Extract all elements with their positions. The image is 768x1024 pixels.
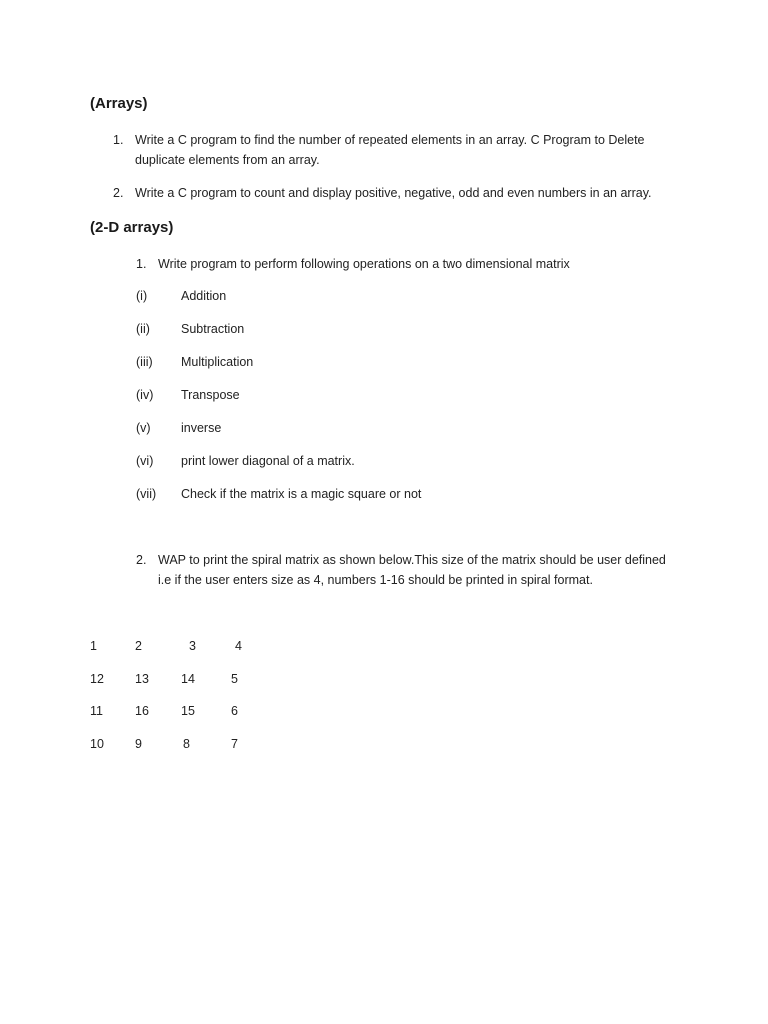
matrix-cell: 3 [189,639,196,653]
operation-numeral: (i) [136,289,148,303]
operation-label: Multiplication [181,355,254,369]
question-text: Write program to perform following operations on a two dimensional matrix [158,257,570,271]
matrix-cell: 2 [135,639,142,653]
operation-numeral: (iii) [136,355,153,369]
matrix-cell: 10 [90,737,104,751]
arrays-question-2 [113,183,652,203]
matrix-cell: 13 [135,672,149,686]
question-text-line-2: duplicate elements from an array. [135,153,320,167]
operation-label: Check if the matrix is a magic square or not [181,487,422,501]
arrays-question-1 [113,130,645,170]
operation-item [136,451,355,471]
matrix-cell: 9 [135,737,142,751]
matrix-cell: 14 [181,672,195,686]
operation-numeral: (vi) [136,454,154,468]
matrix-cell: 15 [181,704,195,718]
operation-item [136,319,244,339]
operation-numeral: (v) [136,421,151,435]
question-text: Write a C program to count and display positive, negative, odd and even numbers in an array. [135,186,652,200]
operation-item [136,484,421,504]
operation-item [136,352,253,372]
question-text [135,130,645,170]
question-text-line-2: i.e if the user enters size as 4, numbers 1-16 should be printed in spiral format. [158,573,593,587]
matrix-cell: 4 [235,639,242,653]
matrix-cell: 1 [90,639,97,653]
section-heading-arrays: (Arrays) [90,95,148,112]
operation-label: print lower diagonal of a matrix. [181,454,355,468]
operation-numeral: (ii) [136,322,150,336]
operation-numeral: (iv) [136,388,154,402]
operation-label: Subtraction [181,322,245,336]
matrix-cell: 12 [90,672,104,686]
operation-label: inverse [181,421,222,435]
operation-numeral: (vii) [136,487,157,501]
question-number: 1. [113,133,124,147]
section-heading-2d-arrays: (2-D arrays) [90,219,174,236]
question-text-line-1: WAP to print the spiral matrix as shown below.This size of the matrix should be user defined [158,553,666,567]
question-number: 1. [136,257,147,271]
matrix-cell: 8 [183,737,190,751]
matrix-cell: 5 [231,672,238,686]
matrix-cell: 16 [135,704,149,718]
operation-item [136,385,240,405]
question-text [158,550,666,590]
question-number: 2. [113,186,124,200]
operation-item [136,286,226,306]
matrix-cell: 7 [231,737,238,751]
matrix-cell: 11 [90,704,103,718]
matrix-cell: 6 [231,704,238,718]
2d-question-2 [136,550,666,590]
2d-question-1 [136,254,570,274]
question-number: 2. [136,553,147,567]
question-text-line-1: Write a C program to find the number of repeated elements in an array. C Program to Delete [135,133,645,147]
operation-item [136,418,221,438]
operation-label: Addition [181,289,227,303]
operation-label: Transpose [181,388,240,402]
